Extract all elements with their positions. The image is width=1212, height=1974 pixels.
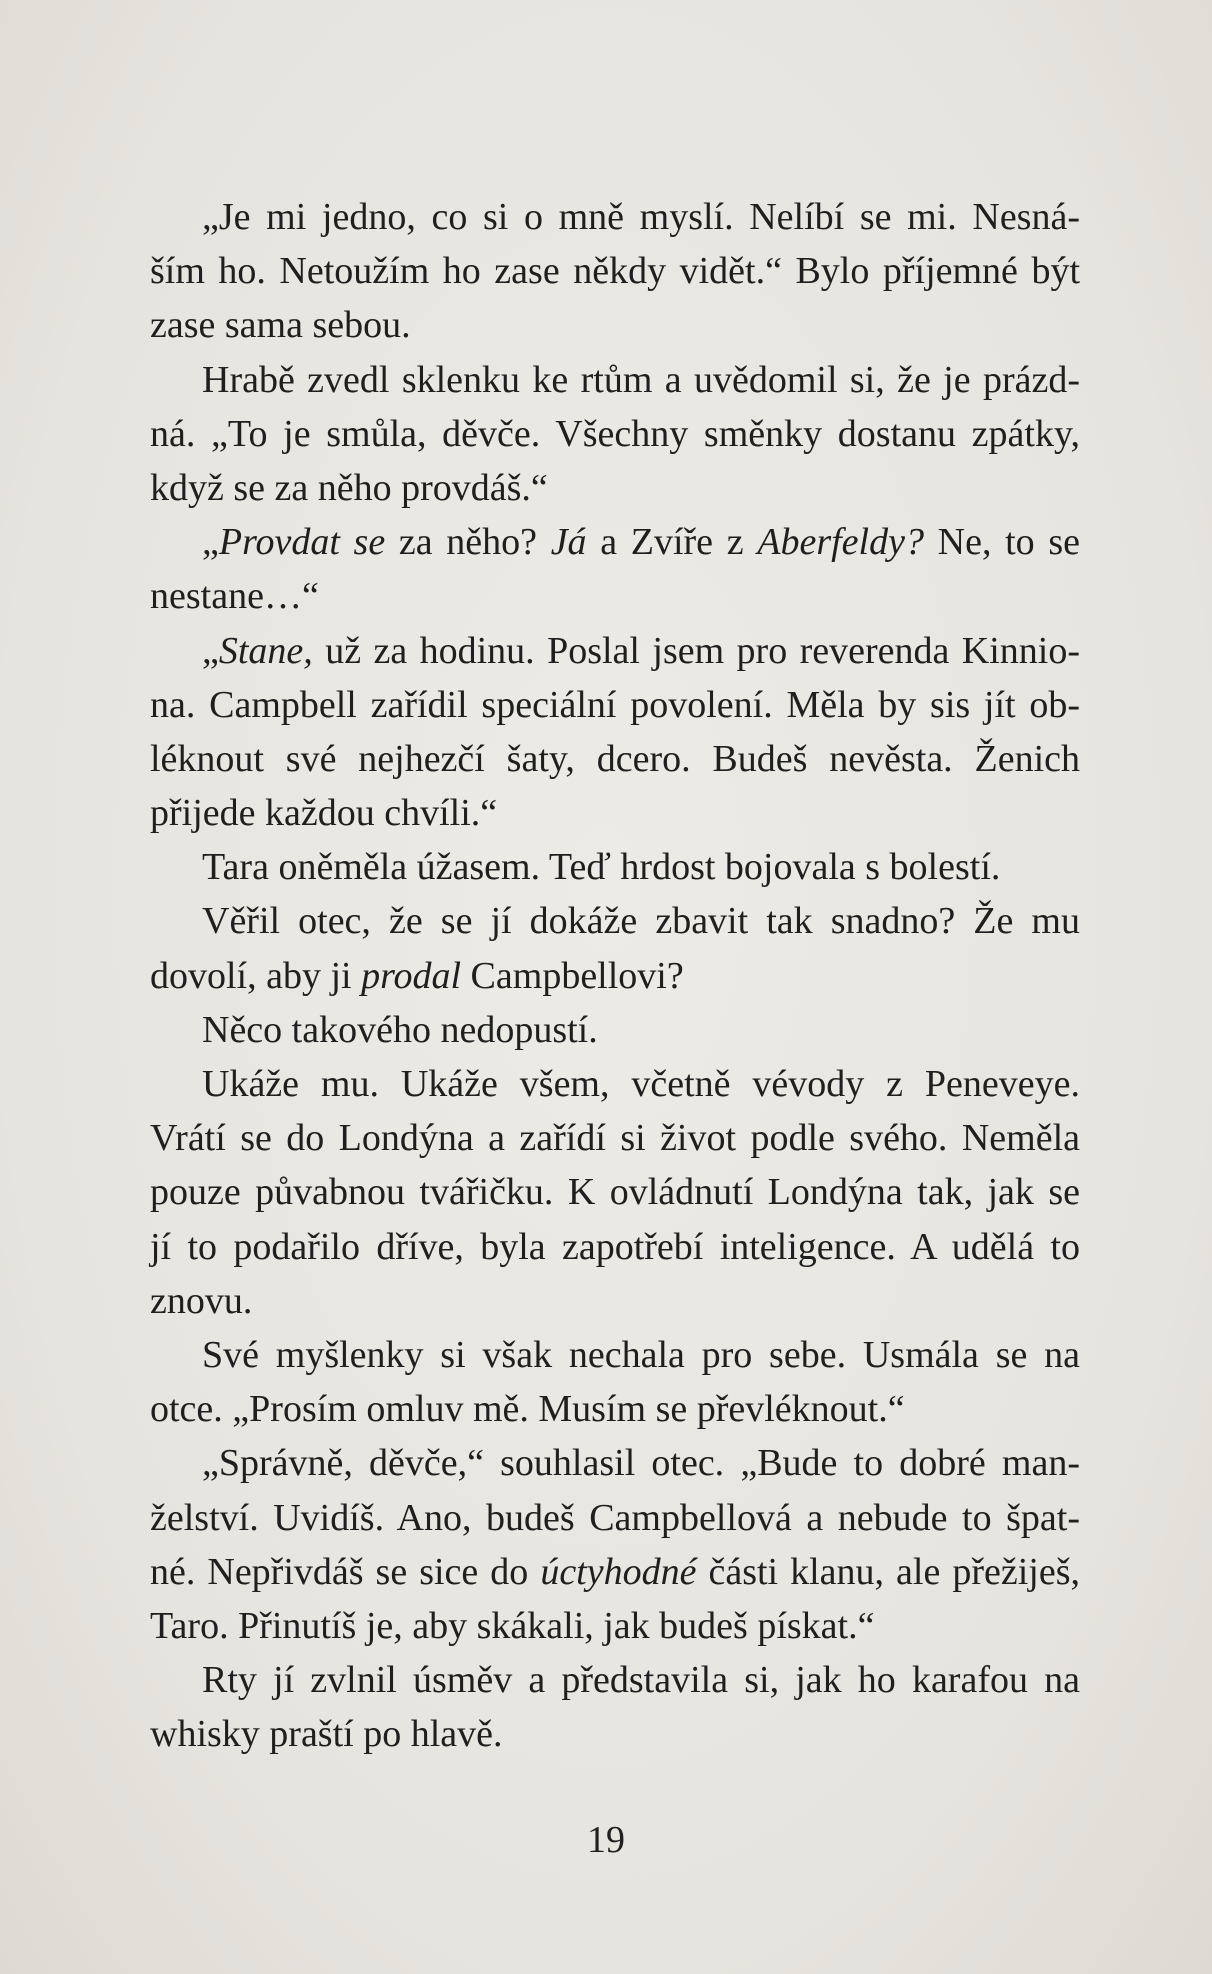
text-segment: ším ho. Netoužím ho zase někdy vidět.“ Bylo příjemné být <box>150 250 1080 293</box>
text-line <box>150 1599 1080 1653</box>
text-segment: za něho? <box>385 521 551 564</box>
text-segment: Rty jí zvlnil úsměv a představila si, jak ho karafou na <box>202 1659 1080 1702</box>
text-line <box>150 298 1080 352</box>
text-line <box>150 515 1080 569</box>
text-segment: na. Campbell zařídil speciální povolení. Měla by sis jít ob- <box>150 683 1080 726</box>
body-text <box>150 190 1080 1761</box>
text-line <box>150 1436 1080 1490</box>
text-line <box>150 1057 1080 1111</box>
text-segment: Své myšlenky si však nechala pro sebe. Usmála se na <box>202 1333 1080 1376</box>
italic-text: Stane, <box>218 629 313 672</box>
text-segment: Něco takového nedopustí. <box>202 1008 598 1051</box>
text-line <box>150 569 1080 623</box>
text-segment: Taro. Přinutíš je, aby skákali, jak budeš pískat.“ <box>150 1604 875 1647</box>
text-segment: né. Nepřivdáš se sice do <box>150 1550 541 1593</box>
text-line <box>150 1653 1080 1707</box>
text-segment: „ <box>202 521 219 564</box>
text-line <box>150 624 1080 678</box>
italic-text: Já <box>550 521 587 564</box>
text-line <box>150 1545 1080 1599</box>
text-segment: ná. „To je smůla, děvče. Všechny směnky dostanu zpátky, <box>150 412 1080 455</box>
text-line <box>150 894 1080 948</box>
text-segment: „Správně, děvče,“ souhlasil otec. „Bude to dobré man- <box>202 1442 1080 1485</box>
text-segment: zase sama sebou. <box>150 304 411 347</box>
text-line <box>150 1382 1080 1436</box>
text-segment: znovu. <box>150 1279 253 1322</box>
text-segment: dovolí, aby ji <box>150 954 362 997</box>
text-segment: „Je mi jedno, co si o mně myslí. Nelíbí se mi. Nesná- <box>202 196 1080 238</box>
text-line <box>150 353 1080 407</box>
text-segment: části klanu, ale přežiješ, <box>696 1550 1080 1593</box>
text-line <box>150 949 1080 1003</box>
italic-text: Provdat se <box>218 521 386 564</box>
text-segment: Tara oněměla úžasem. Teď hrdost bojovala s bolestí. <box>202 846 1001 889</box>
text-segment: želství. Uvidíš. Ano, budeš Campbellová a nebude to špat- <box>150 1496 1080 1539</box>
text-segment: přijede každou chvíli.“ <box>150 792 498 835</box>
italic-text: prodal <box>361 954 462 997</box>
text-line <box>150 190 1080 244</box>
text-segment: Věřil otec, že se jí dokáže zbavit tak snadno? Že mu <box>202 900 1080 943</box>
text-segment: nestane…“ <box>150 575 319 618</box>
text-line <box>150 1274 1080 1328</box>
text-line <box>150 1003 1080 1057</box>
text-line <box>150 786 1080 840</box>
text-segment: pouze půvabnou tvářičku. K ovládnutí Londýna tak, jak se <box>150 1171 1080 1214</box>
text-segment: otce. „Prosím omluv mě. Musím se převléknout.“ <box>150 1388 905 1431</box>
text-segment: Ne, to se <box>923 521 1080 564</box>
text-segment: Hrabě zvedl sklenku ke rtům a uvědomil si, že je prázd- <box>202 358 1080 401</box>
text-line <box>150 407 1080 461</box>
text-line <box>150 1491 1080 1545</box>
text-segment: Campbellovi? <box>461 954 684 997</box>
text-segment: jí to podařilo dříve, byla zapotřebí inteligence. A udělá to <box>150 1225 1080 1268</box>
italic-text: úctyhodné <box>540 1550 697 1593</box>
text-line <box>150 840 1080 894</box>
text-segment: Ukáže mu. Ukáže všem, včetně vévody z Peneveye. <box>202 1063 1080 1105</box>
text-segment: už za hodinu. Poslal jsem pro reverenda Kinnio- <box>312 629 1080 672</box>
text-segment: léknout své nejhezčí šaty, dcero. Budeš nevěsta. Ženich <box>150 737 1080 780</box>
text-line <box>150 1111 1080 1165</box>
text-line <box>150 1220 1080 1274</box>
text-line <box>150 1707 1080 1761</box>
text-segment: když se za něho provdáš.“ <box>150 466 548 509</box>
text-segment: whisky praští po hlavě. <box>150 1713 503 1756</box>
page-number: 19 <box>587 1819 625 1861</box>
text-line <box>150 244 1080 298</box>
text-line <box>150 1328 1080 1382</box>
text-segment: a Zvíře z <box>586 521 758 564</box>
text-segment: „ <box>202 629 219 672</box>
italic-text: Aberfeldy? <box>757 521 924 564</box>
text-line <box>150 732 1080 786</box>
text-line <box>150 678 1080 732</box>
text-segment: Vrátí se do Londýna a zařídí si život podle svého. Neměla <box>150 1117 1080 1160</box>
text-line <box>150 461 1080 515</box>
text-line <box>150 1165 1080 1219</box>
